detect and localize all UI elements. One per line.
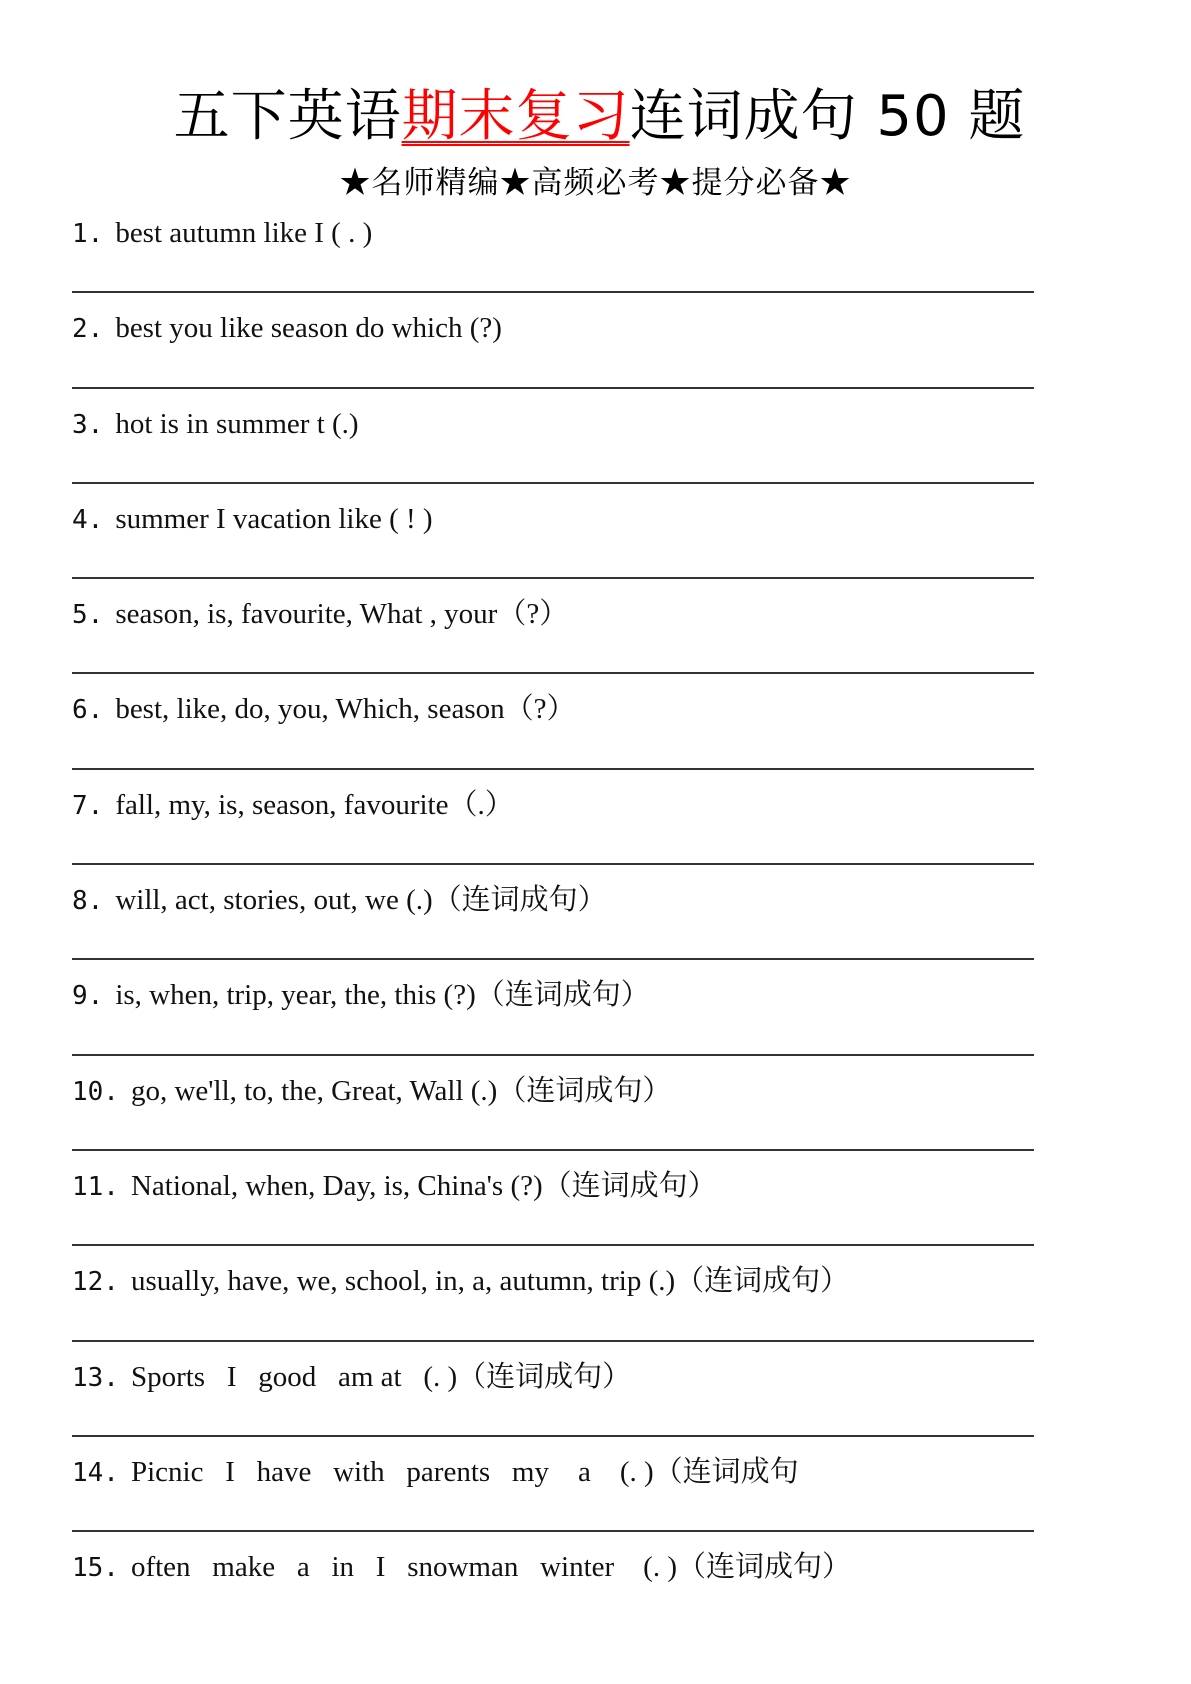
question-number: 10.: [72, 1076, 119, 1107]
question-text: Sports I good am at (. )（连词成句）: [130, 1360, 632, 1393]
question-text: Picnic I have with parents my a (. )（连词成句: [130, 1455, 799, 1488]
question-number: 3.: [72, 409, 104, 440]
question-number: 11.: [72, 1171, 119, 1202]
question-item: [72, 1056, 1034, 1151]
question-list: [72, 198, 1034, 1627]
question-item: [72, 960, 1034, 1055]
question-item: [72, 1532, 1034, 1627]
question-text: best, like, do, you, Which, season（?）: [115, 693, 576, 726]
question-number: 1.: [72, 219, 104, 249]
title-highlight: 期末复习: [401, 84, 630, 149]
title-suffix: 连词成句 50 题: [629, 84, 1026, 149]
question-number: 15.: [72, 1553, 119, 1584]
question-text: summer I vacation like ( ! ): [115, 502, 433, 535]
question-number: 9.: [72, 981, 104, 1012]
question-text: fall, my, is, season, favourite（.）: [115, 788, 514, 821]
question-text: go, we'll, to, the, Great, Wall (.)（连词成句）: [130, 1074, 672, 1107]
question-item: [72, 198, 1034, 293]
question-item: [72, 1151, 1034, 1246]
question-text: often make a in I snowman winter (. )（连词成句）: [130, 1551, 851, 1584]
question-item: [72, 293, 1034, 388]
question-number: 7.: [72, 790, 104, 821]
question-text: will, act, stories, out, we (.)（连词成句）: [115, 884, 607, 917]
question-number: 8.: [72, 886, 104, 917]
question-text: usually, have, we, school, in, a, autumn, trip (.)（连词成句）: [130, 1265, 850, 1298]
question-item: [72, 1342, 1034, 1437]
question-item: [72, 484, 1034, 579]
question-item: [72, 674, 1034, 769]
question-text: season, is, favourite, What , your（?）: [115, 598, 569, 631]
question-text: hot is in summer t (.): [115, 407, 359, 440]
document-title: [0, 84, 1191, 150]
question-text: best autumn like I ( . ): [115, 217, 373, 249]
question-text: National, when, Day, is, China's (?)（连词成句）: [130, 1169, 717, 1202]
question-item: [72, 1437, 1034, 1532]
question-number: 5.: [72, 600, 104, 631]
question-number: 13.: [72, 1362, 119, 1393]
question-number: 12.: [72, 1267, 119, 1298]
document-subtitle: ★名师精编★高频必考★提分必备★: [339, 165, 852, 201]
question-item: [72, 389, 1034, 484]
title-prefix: 五下英语: [173, 84, 402, 149]
question-item: [72, 865, 1034, 960]
question-text: best you like season do which (?): [115, 312, 502, 345]
question-item: [72, 579, 1034, 674]
question-number: 14.: [72, 1457, 119, 1488]
question-number: 2.: [72, 314, 104, 345]
question-number: 6.: [72, 695, 104, 726]
question-text: is, when, trip, year, the, this (?)（连词成句）: [115, 979, 650, 1012]
question-item: [72, 770, 1034, 865]
question-number: 4.: [72, 504, 104, 535]
question-item: [72, 1246, 1034, 1341]
